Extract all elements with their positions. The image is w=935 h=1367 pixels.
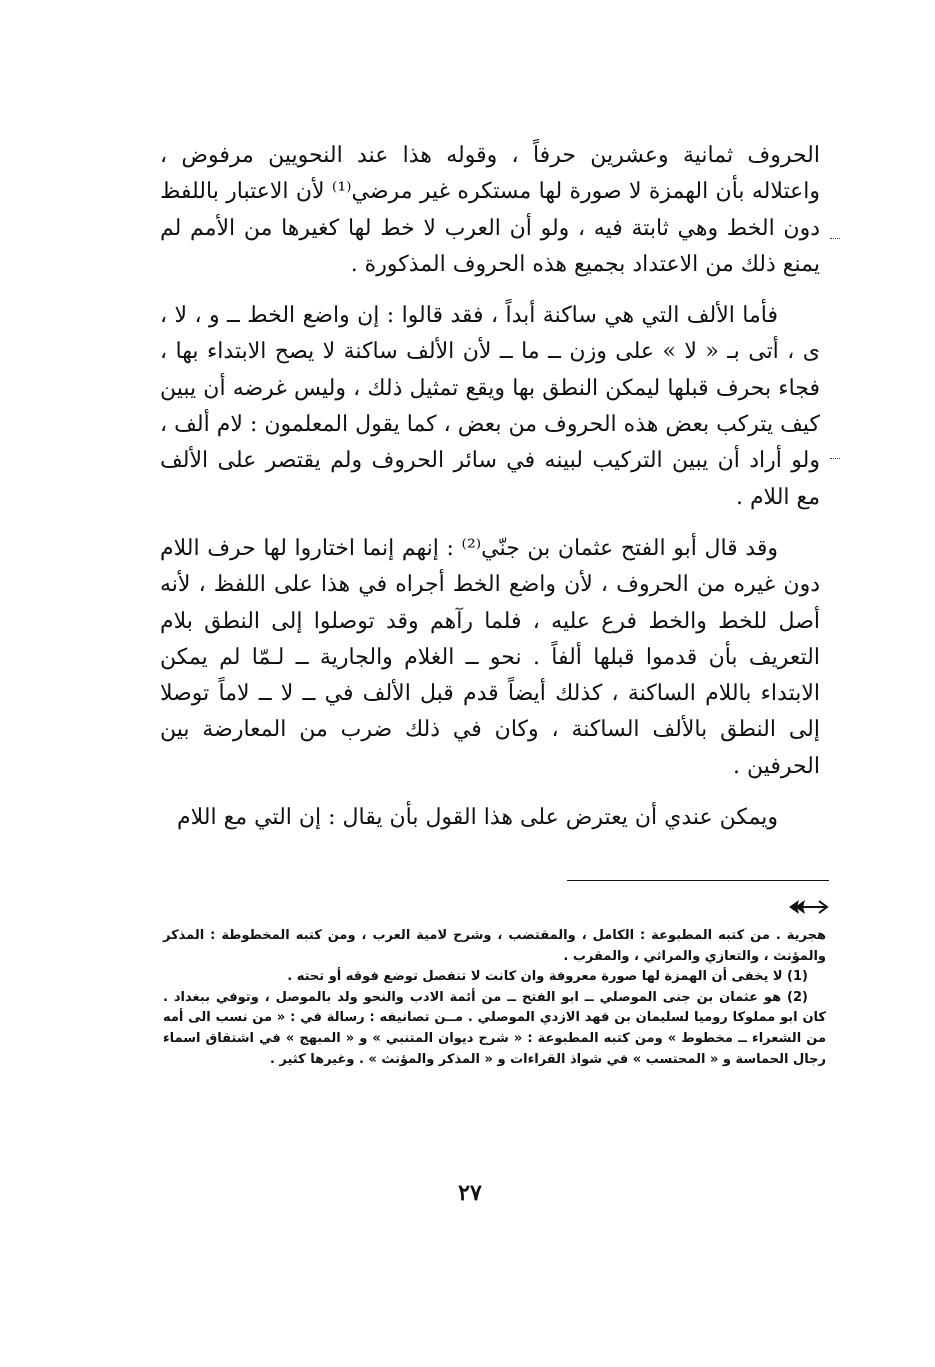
main-text-body	[160, 138, 820, 836]
paragraph-3: وقد قال أبو الفتح عثمان بن جنّي⁽²⁾ : إنهم إنما اختاروا لها حرف اللام دون غيره من الحروف ، لأن واضع الخط أجراه في هذا على اللفظ ، لأنه أصل للخط والخط فرع عليه ، فلما رآهم وقد توصلوا إلى النطق بلام التعريف بأن قدموا قبلها ألفاً . نحو ــ الغلام والجارية ــ لـمّا لم يمكن الابتداء باللام الساكنة ، كذلك أيضاً قدم قبل الألف في ــ لا ــ لاماً توصلا إلى النطق بالألف الساكنة ، وكان في ذلك ضرب من المعارضة بين الحرفين .	[160, 535, 820, 779]
footnote-divider	[567, 880, 829, 881]
margin-mark	[830, 458, 840, 465]
arrow-right-icon	[787, 896, 829, 918]
paragraph-2: فأما الألف التي هي ساكنة أبداً ، فقد قالوا : إن واضع الخط ــ و ، لا ، ى ، أتى بـ « لا » على وزن ــ ما ــ لأن الألف ساكنة لا يصح الابتداء بها ، فجاء بحرف قبلها ليمكن النطق بها ويقع تمثيل ذلك ، وليس غرضه أن يبين كيف يتركب بعض هذه الحروف من بعض ، كما يقول المعلمون : لام ألف ، ولو أراد أن يبين التركيب لبينه في سائر الحروف ولم يقتصر على الألف مع اللام .	[160, 303, 820, 510]
paragraph-1: الحروف ثمانية وعشرين حرفاً ، وقوله هذا عند النحويين مرفوض ، واعتلاله بأن الهمزة لا صورة لها مستكره غير مرضي⁽¹⁾ لأن الاعتبار باللفظ دون الخط وهي ثابتة فيه ، ولو أن العرب لا خط لها كغيرها من الأمم لم يمنع ذلك من الاعتداد بجميع هذه الحروف المذكورة .	[160, 143, 820, 277]
footnote-continuation: هجرية . من كتبه المطبوعة : الكامل ، والمقتضب ، وشرح لامية العرب ، ومن كتبه المخطوطة : المذكر والمؤنث ، والتعازي والمراثي ، والمقرب .	[163, 928, 826, 964]
paragraph-4: ويمكن عندي أن يعترض على هذا القول بأن يقال : إن التي مع اللام	[177, 805, 778, 831]
footnote-2: (2) هو عثمان بن جنى الموصلي ــ ابو الفتح ــ من أئمة الادب والنحو ولد بالموصل ، وتوفي ببغداد . كان ابو مملوكا روميا لسليمان بن فهد الازدي الموصلي . مــن تصانيفه : رسالة في : « من نسب الى أمه من الشعراء ــ مخطوط » ومن كتبه المطبوعة : « شرح ديوان المتنبي » و « المبهج » في اشتقاق اسماء رجال الحماسة و « المحتسب » في شواذ القراءات و « المذكر والمؤنث » . وغيرها كثير .	[163, 989, 826, 1067]
page-number: ٢٧	[458, 1180, 482, 1206]
margin-mark	[830, 238, 840, 245]
footnote-1: (1) لا يخفى أن الهمزة لها صورة معروفة وان كانت لا تنفصل توضع فوقه أو تحته .	[287, 969, 808, 985]
footnotes	[163, 926, 826, 1070]
